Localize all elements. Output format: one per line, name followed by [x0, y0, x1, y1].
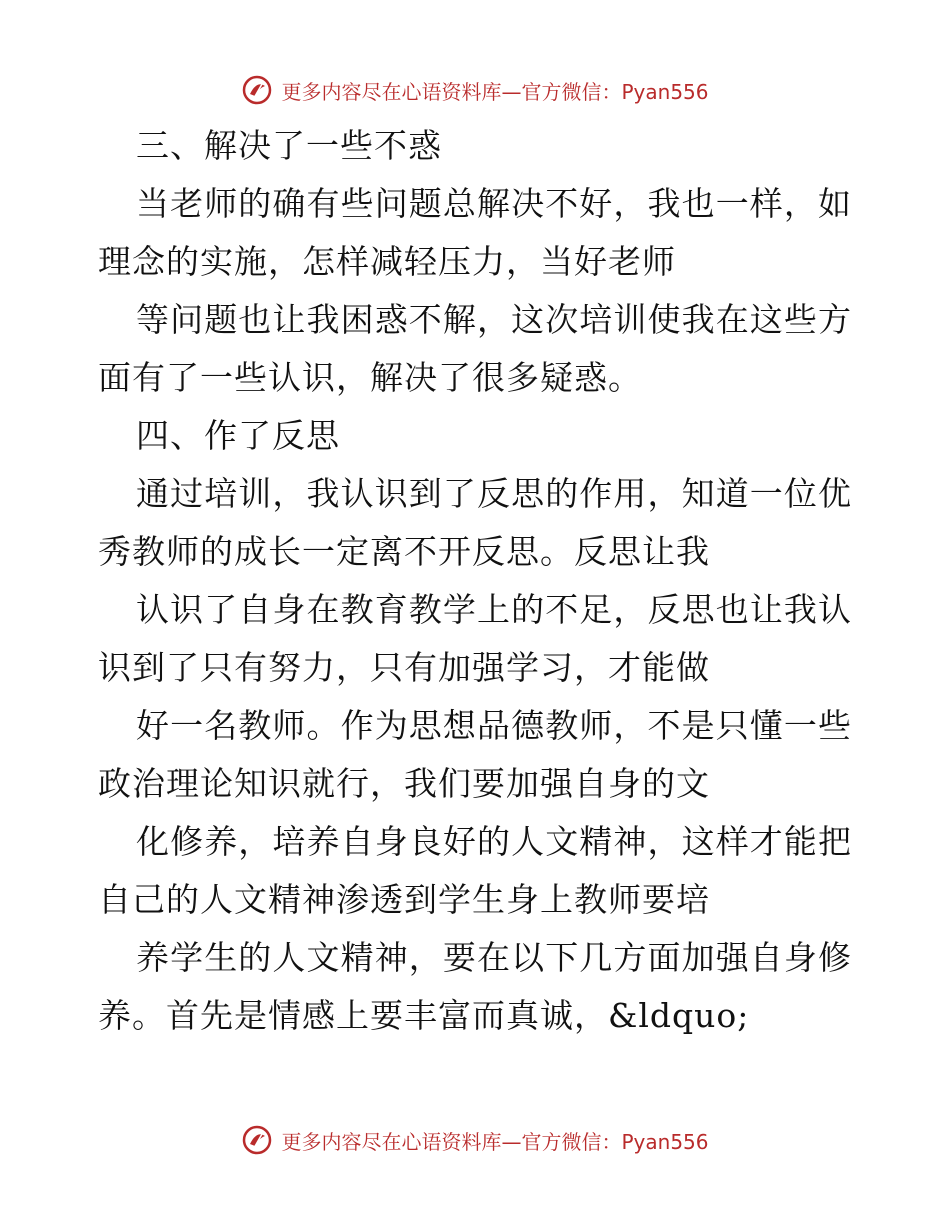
line-11: 好一名教师。作为思想品德教师，不是只懂一些 [136, 706, 852, 745]
line-09: 认识了自身在教育教学上的不足，反思也让我认 [136, 590, 852, 629]
brand-logo-icon [241, 1124, 273, 1156]
line-14: 自己的人文精神渗透到学生身上教师要培 [98, 880, 710, 919]
watermark-footer [0, 1120, 950, 1160]
watermark-wechat-id: Pyan556 [621, 1129, 709, 1154]
watermark-main: 更多内容尽在心语资料库 [281, 1129, 502, 1154]
watermark-wechat-id: Pyan556 [621, 79, 709, 104]
line-03: 理念的实施，怎样减轻压力，当好老师 [98, 242, 676, 281]
line-08: 秀教师的成长一定离不开反思。反思让我 [98, 532, 710, 571]
line-10: 识到了只有努力，只有加强学习，才能做 [98, 648, 710, 687]
line-06: 四、作了反思 [136, 416, 340, 455]
watermark-dash: —官方微信： [501, 1129, 622, 1154]
line-13: 化修养，培养自身良好的人文精神，这样才能把 [136, 822, 852, 861]
line-07: 通过培训，我认识到了反思的作用，知道一位优 [136, 474, 852, 513]
watermark-dash: —官方微信： [501, 79, 622, 104]
watermark-main: 更多内容尽在心语资料库 [281, 79, 502, 104]
line-15: 养学生的人文精神，要在以下几方面加强自身修 [136, 938, 852, 977]
watermark-text [281, 1126, 708, 1155]
line-04: 等问题也让我困惑不解，这次培训使我在这些方 [136, 300, 852, 339]
line-05: 面有了一些认识，解决了很多疑惑。 [98, 358, 642, 397]
line-02: 当老师的确有些问题总解决不好，我也一样，如 [136, 184, 852, 223]
line-16: 养。首先是情感上要丰富而真诚，&ldquo; [98, 996, 750, 1035]
line-12: 政治理论知识就行，我们要加强自身的文 [98, 764, 710, 803]
line-01: 三、解决了一些不惑 [136, 126, 442, 165]
